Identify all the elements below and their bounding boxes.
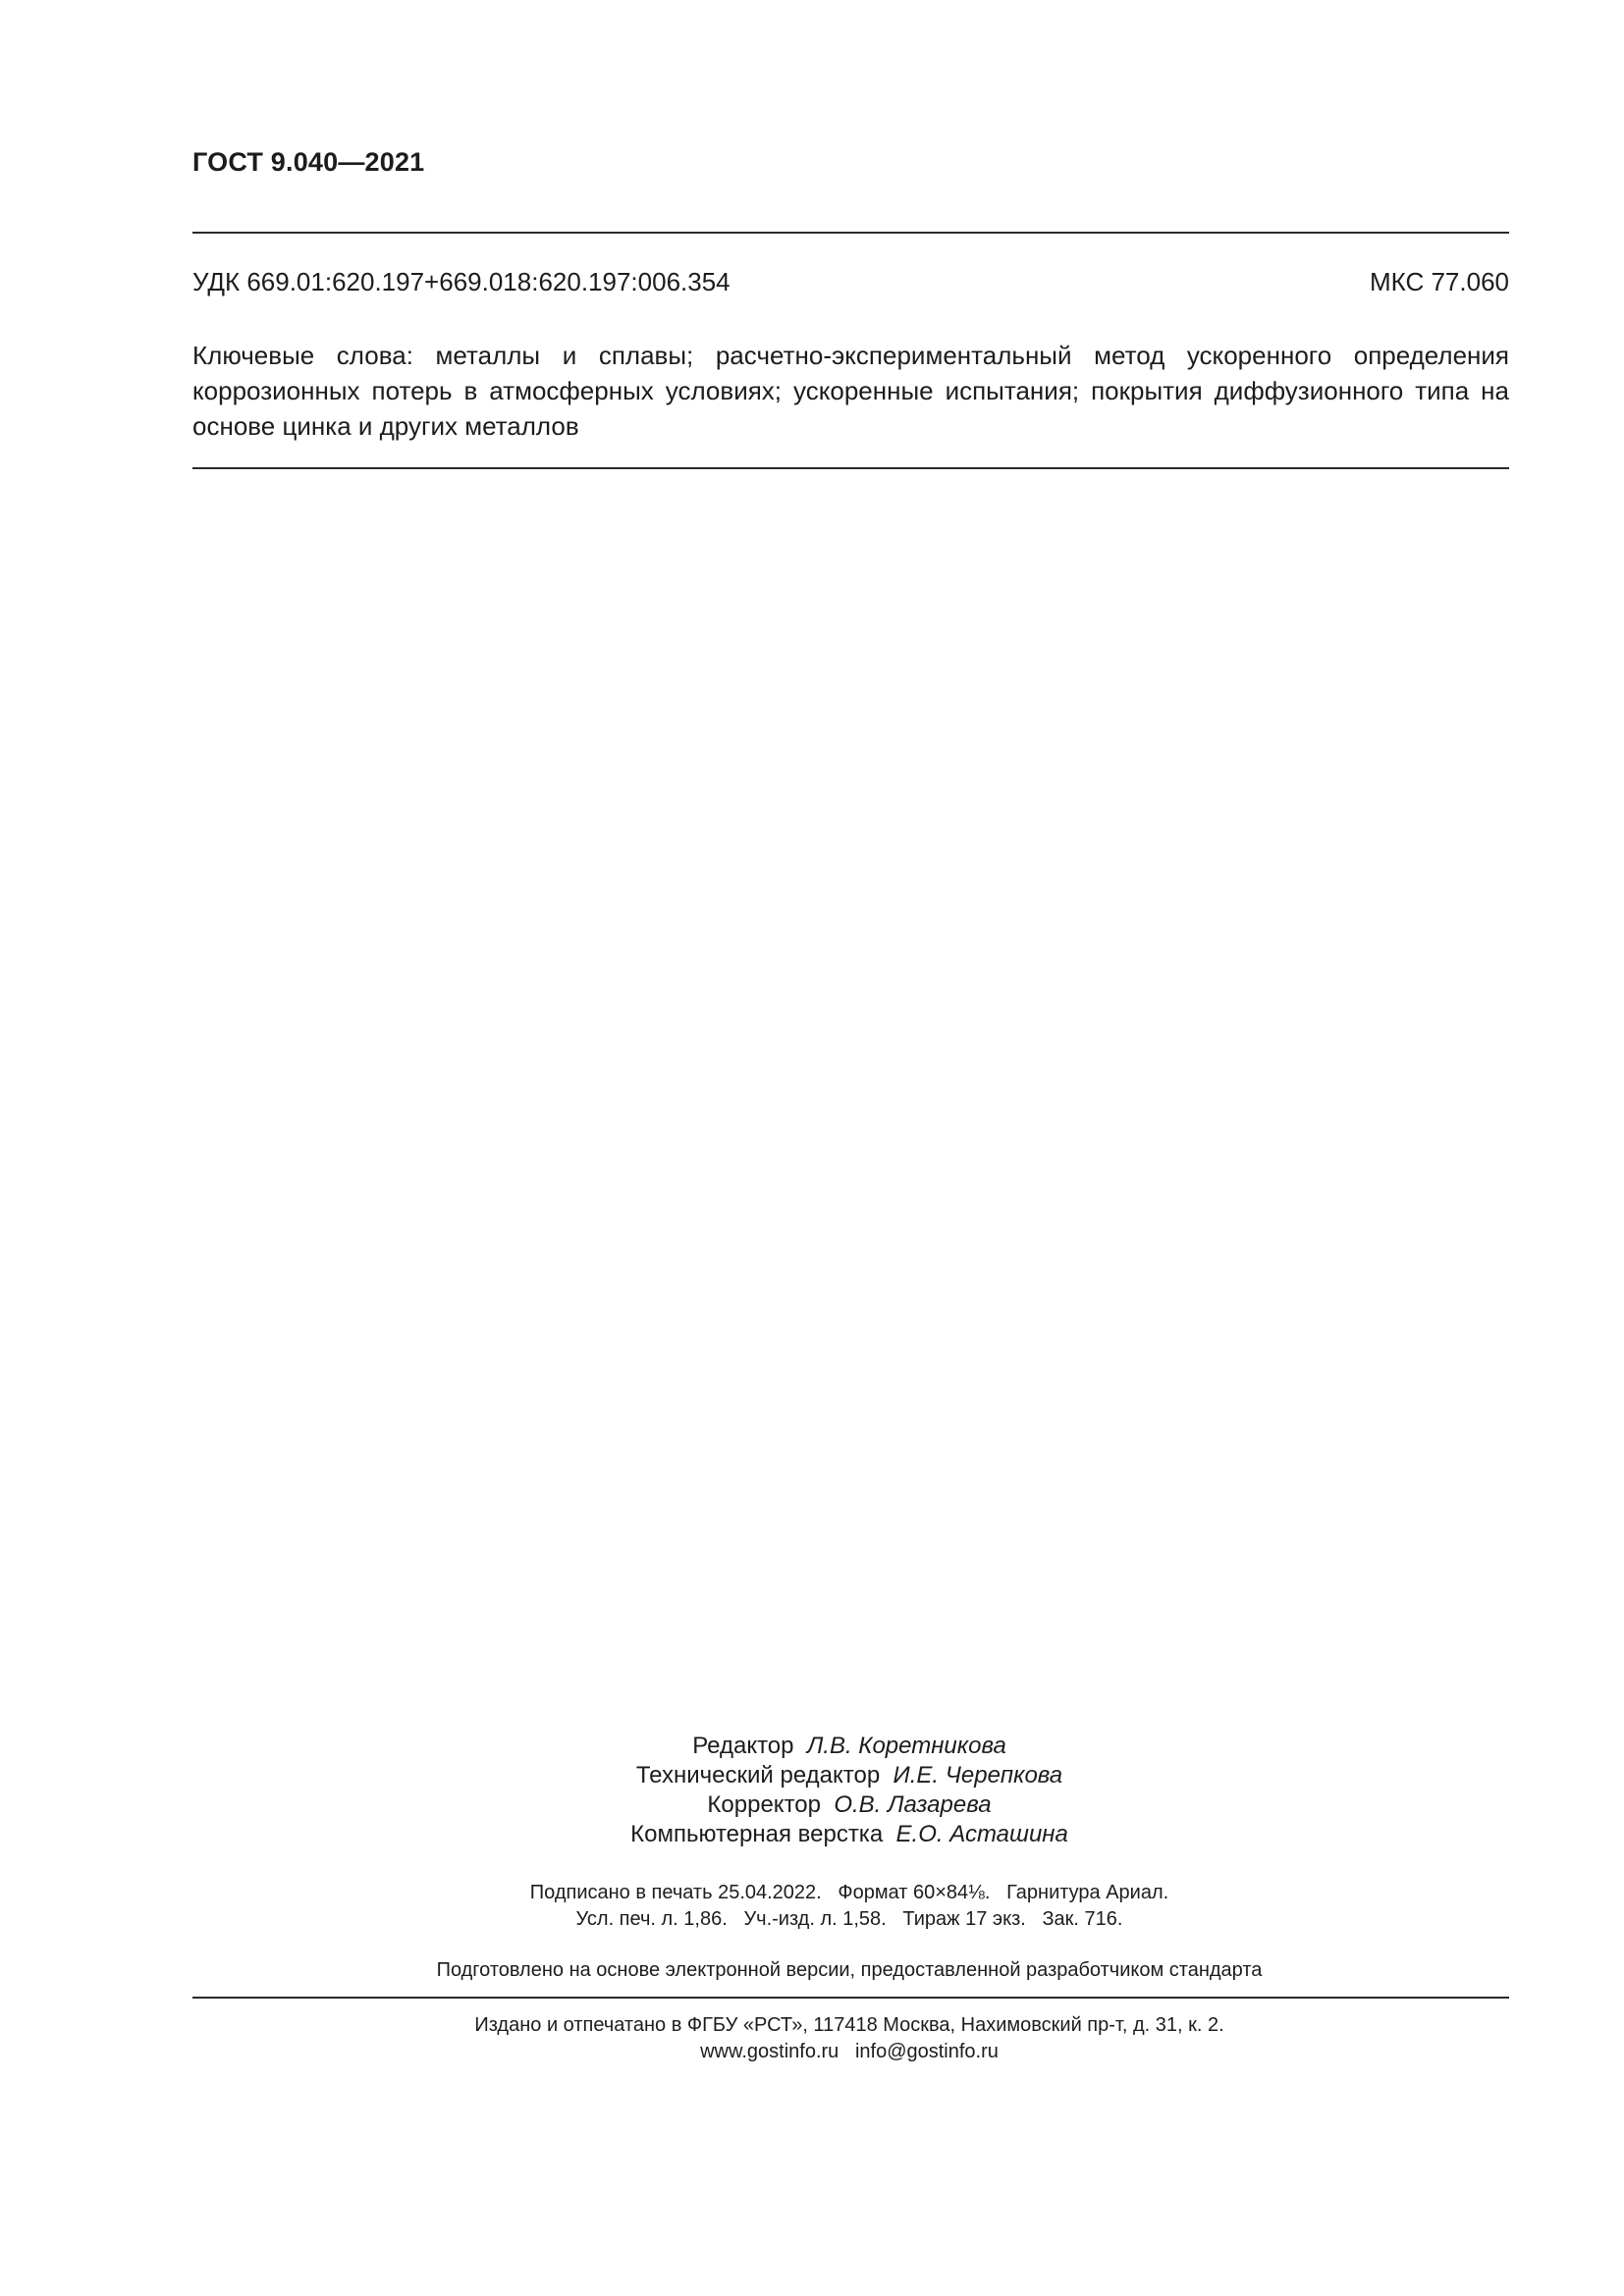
- publisher-address: Издано и отпечатано в ФГБУ «РСТ», 117418 Москва, Нахимовский пр-т, д. 31, к. 2.: [474, 2014, 1224, 2036]
- email-link[interactable]: info@gostinfo.ru: [854, 2041, 999, 2062]
- credit-role: Корректор: [707, 1791, 821, 1818]
- credit-person: И.Е. Черепкова: [893, 1762, 1063, 1789]
- print-info-line: Усл. печ. л. 1,86. Уч.-изд. л. 1,58. Тираж 17 экз. Зак. 716.: [575, 1908, 1123, 1930]
- keywords-divider: [192, 467, 1509, 469]
- credit-person: О.В. Лазарева: [834, 1791, 992, 1818]
- credit-editor: [0, 1732, 1624, 1761]
- website-link[interactable]: www.gostinfo.ru: [700, 2041, 839, 2062]
- bottom-divider: [192, 1997, 1509, 1999]
- credit-tech-editor: [0, 1761, 1624, 1790]
- credit-layout: [0, 1820, 1624, 1849]
- keywords-block: [192, 338, 1509, 444]
- udk-code: УДК 669.01:620.197+669.018:620.197:006.354: [192, 267, 731, 296]
- keywords-text: Ключевые слова: металлы и сплавы; расчетно-экспериментальный метод ускоренного определения коррозионных потерь в атмосферных условиях; ускоренные испытания; покрытия диффузионного типа на основе цинка и других металлов: [192, 341, 1509, 441]
- credit-role: Компьютерная верстка: [630, 1821, 884, 1847]
- credit-role: Технический редактор: [635, 1762, 881, 1789]
- publisher-contacts: [0, 2039, 1624, 2065]
- credit-proofreader: [0, 1790, 1624, 1820]
- credit-role: Редактор: [692, 1733, 794, 1759]
- classification-row: [192, 267, 1509, 297]
- print-info-block: [0, 1880, 1624, 1933]
- mks-code: МКС 77.060: [1369, 267, 1509, 296]
- publisher-block: [0, 2012, 1624, 2065]
- document-code: ГОСТ 9.040—2021: [192, 147, 425, 177]
- credit-person: Е.О. Асташина: [895, 1821, 1068, 1847]
- top-divider: [192, 232, 1509, 234]
- credits-block: [0, 1732, 1624, 1849]
- print-info-line: Подписано в печать 25.04.2022. Формат 60×84⅛. Гарнитура Ариал.: [529, 1882, 1169, 1903]
- credit-person: Л.В. Коретникова: [806, 1733, 1006, 1759]
- preparation-note: Подготовлено на основе электронной версии, предоставленной разработчиком стандарта: [436, 1959, 1263, 1981]
